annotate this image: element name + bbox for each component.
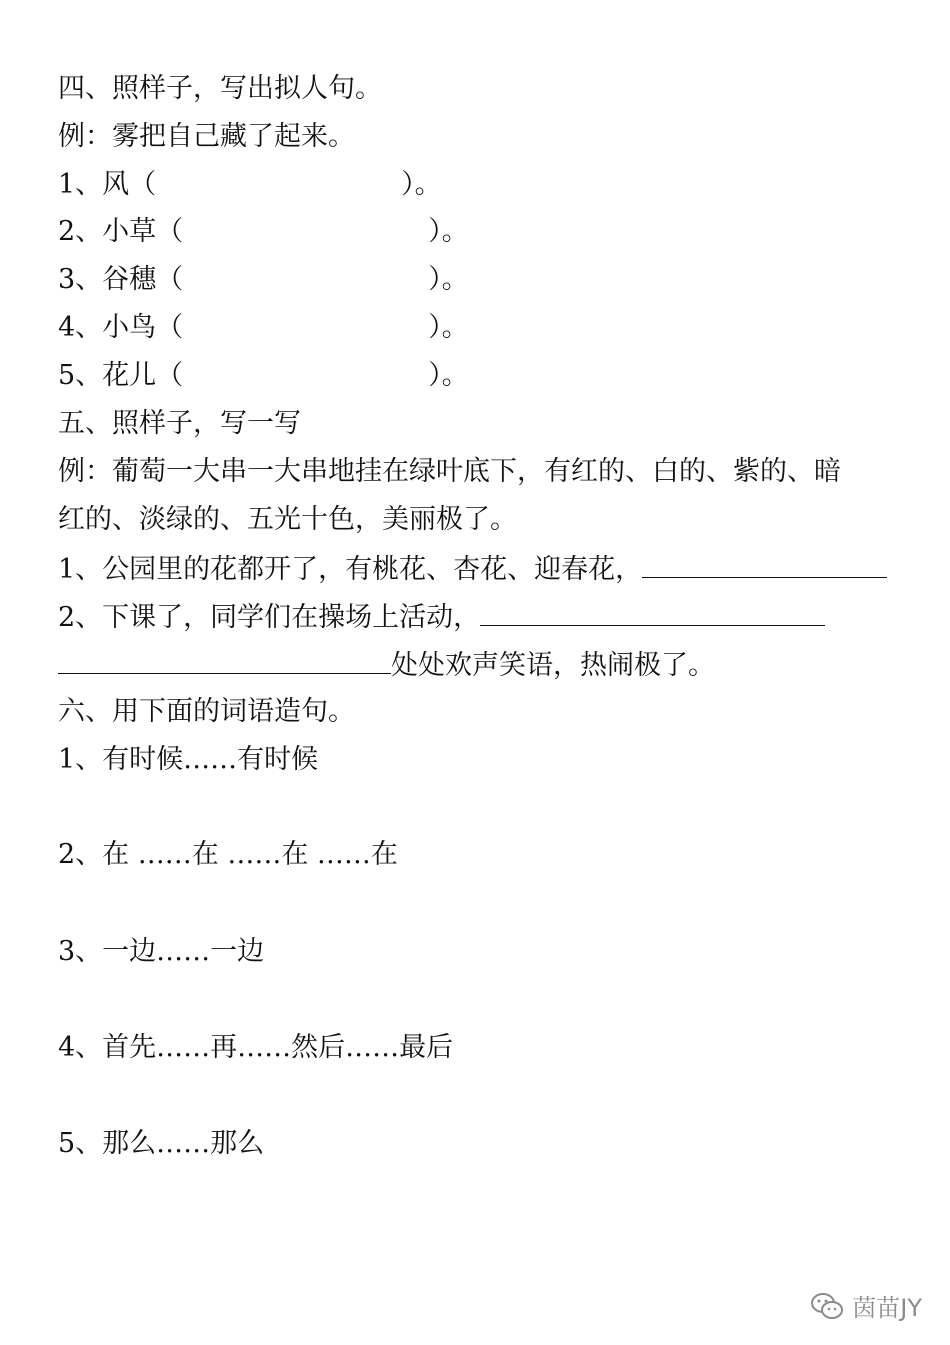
section-5-example-line-1: 例：葡萄一大串一大串地挂在绿叶底下，有红的、白的、紫的、暗 <box>58 456 841 487</box>
section-4-item-3 <box>58 263 469 297</box>
item-prefix: 2、小草（ <box>58 216 184 247</box>
section-4-item-4 <box>58 311 469 345</box>
section-5-title: 五、照样子，写一写 <box>58 408 301 439</box>
watermark-text: 茵苗JY <box>852 1294 922 1322</box>
item-text: 2、下课了，同学们在操场上活动， <box>58 602 481 633</box>
section-5-item-1 <box>58 551 887 587</box>
section-6-item-3: 3、一边……一边 <box>58 936 265 967</box>
section-6-item-5: 5、那么……那么 <box>58 1128 265 1159</box>
section-5-item-2-continued <box>58 647 715 683</box>
watermark <box>810 1288 922 1323</box>
section-5-item-2 <box>58 599 825 635</box>
item-prefix: 1、风（ <box>58 169 157 200</box>
section-4-item-5 <box>58 359 469 393</box>
section-6-title: 六、用下面的词语造句。 <box>58 696 355 727</box>
answer-blank[interactable] <box>642 551 887 578</box>
section-5-example-line-2: 红的、淡绿的、五光十色，美丽极了。 <box>58 504 517 535</box>
section-4-title: 四、照样子，写出拟人句。 <box>58 73 382 104</box>
item-prefix: 5、花儿（ <box>58 360 184 391</box>
section-6-item-2: 2、在 ……在 ……在 ……在 <box>58 839 398 870</box>
item-text: 1、公园里的花都开了，有桃花、杏花、迎春花， <box>58 554 643 585</box>
item-suffix: ）。 <box>428 312 469 343</box>
answer-blank[interactable] <box>480 599 825 626</box>
answer-blank[interactable] <box>58 647 391 674</box>
section-4-item-1 <box>58 168 442 202</box>
wechat-icon <box>810 1291 844 1321</box>
section-6-item-4: 4、首先……再……然后……最后 <box>58 1032 454 1063</box>
item-suffix: ）。 <box>428 264 469 295</box>
item-prefix: 3、谷穗（ <box>58 264 184 295</box>
item-suffix: ）。 <box>428 360 469 391</box>
item-prefix: 4、小鸟（ <box>58 312 184 343</box>
item-suffix: ）。 <box>401 169 442 200</box>
section-6-item-1: 1、有时候……有时候 <box>58 744 319 775</box>
section-4-item-2 <box>58 215 469 249</box>
section-4-example: 例：雾把自己藏了起来。 <box>58 121 355 152</box>
item-suffix: ）。 <box>428 216 469 247</box>
item-text: 处处欢声笑语，热闹极了。 <box>391 650 715 681</box>
